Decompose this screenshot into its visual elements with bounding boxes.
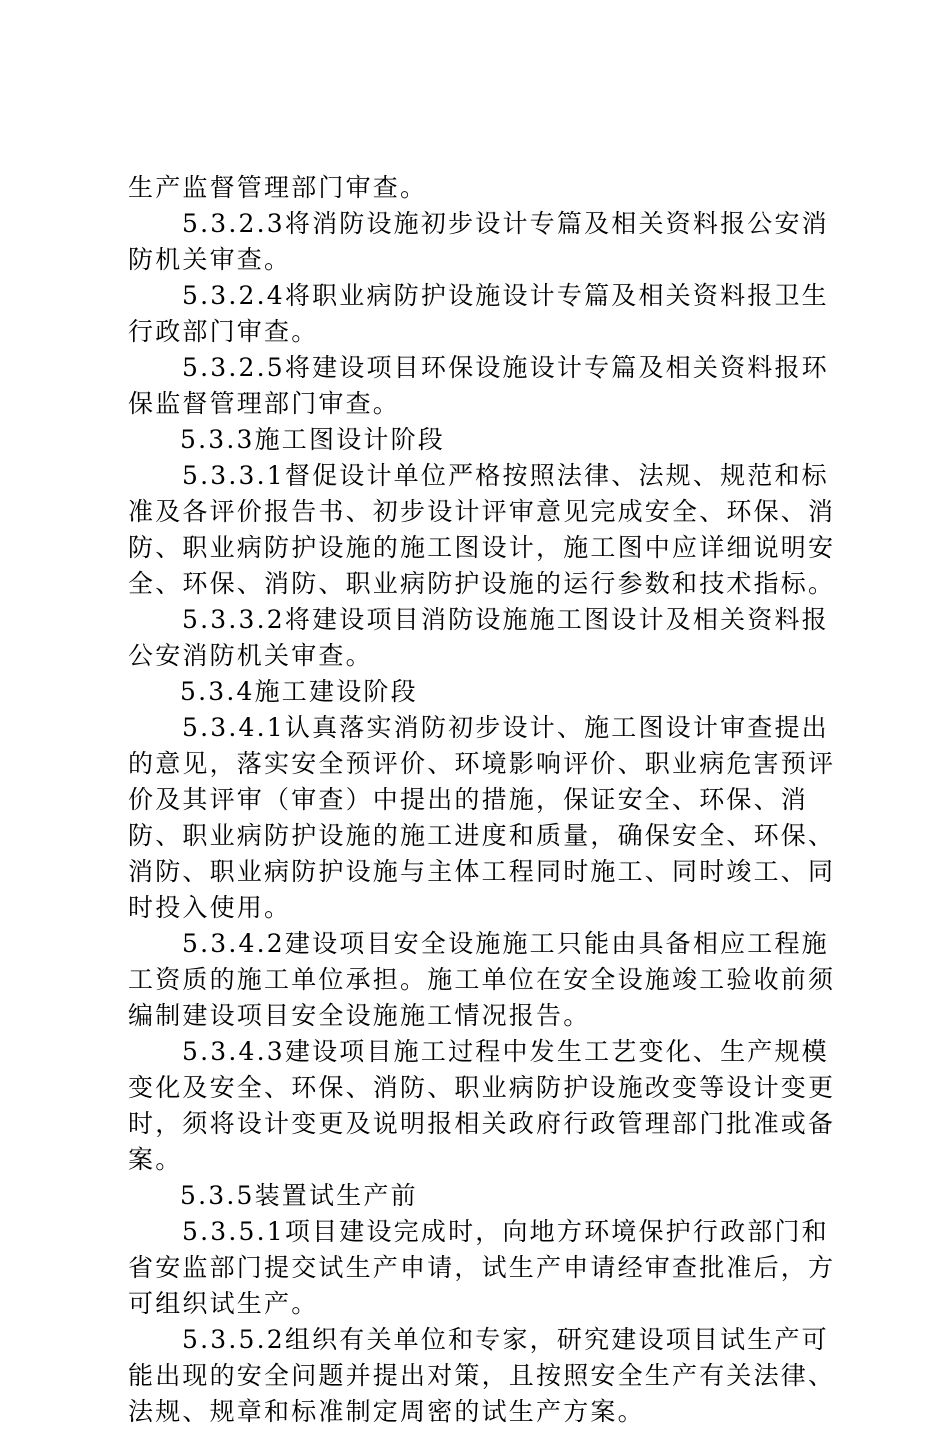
clause-5-3-4-2: 5.3.4.2建设项目安全设施施工只能由具备相应工程施工资质的施工单位承担。施工单位在安全设施竣工验收前须编制建设项目安全设施施工情况报告。 — [128, 929, 836, 1030]
section-heading-5-3-4: 5.3.4施工建设阶段 — [180, 677, 418, 706]
clause-5-3-3-2: 5.3.3.2将建设项目消防设施施工图设计及相关资料报公安消防机关审查。 — [128, 605, 829, 670]
section-heading-5-3-5: 5.3.5装置试生产前 — [180, 1181, 418, 1210]
clause-5-3-2-3: 5.3.2.3将消防设施初步设计专篇及相关资料报公安消防机关审查。 — [128, 209, 829, 274]
clause-5-3-2-5: 5.3.2.5将建设项目环保设施设计专篇及相关资料报环保监督管理部门审查。 — [128, 353, 829, 418]
section-heading-5-3-3: 5.3.3施工图设计阶段 — [180, 425, 446, 454]
clause-5-3-4-3: 5.3.4.3建设项目施工过程中发生工艺变化、生产规模变化及安全、环保、消防、职业病防护设施改变等设计变更时，须将设计变更及说明报相关政府行政管理部门批准或备案。 — [128, 1037, 836, 1174]
clause-5-3-5-1: 5.3.5.1项目建设完成时，向地方环境保护行政部门和省安监部门提交试生产申请，试生产申请经审查批准后，方可组织试生产。 — [128, 1217, 836, 1318]
document-body — [128, 170, 840, 1430]
clause-5-3-3-1: 5.3.3.1督促设计单位严格按照法律、法规、规范和标准及各评价报告书、初步设计评审意见完成安全、环保、消防、职业病防护设施的施工图设计，施工图中应详细说明安全、环保、消防、职业病防护设施的运行参数和技术指标。 — [128, 461, 836, 598]
paragraph-continuation: 生产监督管理部门审查。 — [128, 173, 428, 202]
clause-5-3-4-1: 5.3.4.1认真落实消防初步设计、施工图设计审查提出的意见，落实安全预评价、环境影响评价、职业病危害预评价及其评审（审查）中提出的措施，保证安全、环保、消防、职业病防护设施的施工进度和质量，确保安全、环保、消防、职业病防护设施与主体工程同时施工、同时竣工、同时投入使用。 — [128, 713, 836, 922]
clause-5-3-5-2: 5.3.5.2组织有关单位和专家，研究建设项目试生产可能出现的安全问题并提出对策，且按照安全生产有关法律、法规、规章和标准制定周密的试生产方案。 — [128, 1325, 836, 1426]
clause-5-3-2-4: 5.3.2.4将职业病防护设施设计专篇及相关资料报卫生行政部门审查。 — [128, 281, 829, 346]
